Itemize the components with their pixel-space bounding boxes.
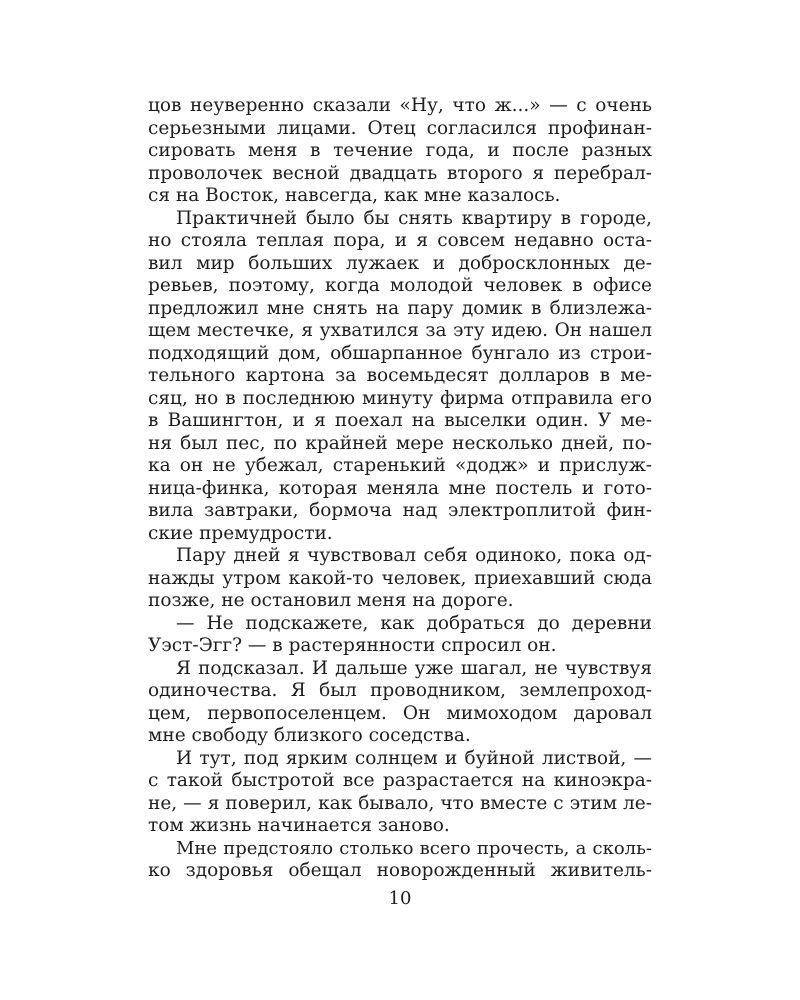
text-line: с такой быстротой все разрастается на киноэкра- — [148, 770, 652, 791]
text-line: проволочек весной двадцать второго я перебрал- — [148, 162, 652, 184]
text-line: ся на Восток, навсегда, как мне казалось. — [148, 185, 561, 206]
text-line: И тут, под ярким солнцем и буйной листвой, — — [176, 747, 652, 769]
text-line: вила завтраки, бормоча над электроплитой фин- — [148, 500, 652, 521]
text-line: не, — я поверил, как бывало, что вместе с этим ле- — [148, 792, 652, 814]
text-line: Я подсказал. И дальше уже шагал, не чувствуя — [176, 657, 652, 679]
text-line: предложил мне снять на пару домик в близлежа- — [148, 297, 652, 319]
text-line: Пару дней я чувствовал себя одиноко, пока од- — [176, 545, 652, 566]
text-line: вил мир больших лужаек и добросклонных де- — [148, 252, 652, 274]
text-line: тельного картона за восемьдесят долларов в ме- — [148, 365, 652, 386]
text-line: том жизнь начинается заново. — [148, 815, 450, 836]
text-line: ко здоровья обещал новорожденный живитель- — [148, 860, 652, 881]
text-line: Практичней было бы снять квартиру в городе, — [176, 207, 652, 229]
text-line: подходящий дом, обшарпанное бунгало из строи- — [148, 342, 652, 364]
text-line: но стояла теплая пора, и я совсем недавно оста- — [148, 230, 652, 251]
text-line: позже, не остановил меня на дороге. — [148, 590, 514, 611]
text-line: ские премудрости. — [148, 522, 333, 544]
text-line: — Не подскажете, как добраться до деревни — [176, 612, 652, 634]
page-number: 10 — [388, 888, 412, 909]
text-line: Мне предстояло столько всего прочесть, а сколь- — [176, 837, 652, 859]
text-line: ня был пес, по крайней мере несколько дней, по- — [148, 432, 652, 454]
text-line: ница-финка, которая меняла мне постель и гото- — [148, 477, 652, 499]
text-line: цем, первопоселенцем. Он мимоходом даровал — [148, 702, 652, 724]
text-line: ревьев, поэтому, когда молодой человек в офисе — [148, 275, 652, 296]
text-line: сировать меня в течение года, и после разных — [148, 140, 652, 161]
body-text — [148, 95, 652, 883]
text-line: Уэст-Эгг? — в растерянности спросил он. — [148, 635, 557, 656]
text-line: цов неуверенно сказали «Ну, что ж...» — с очень — [148, 95, 652, 116]
text-line: сяц, но в последнюю минуту фирма отправила его — [148, 387, 652, 409]
text-line: нажды утром какой-то человек, приехавший сюда — [148, 567, 652, 589]
text-line: одиночества. Я был проводником, землепроход- — [148, 680, 652, 701]
text-line: щем местечке, я ухватился за эту идею. Он нашел — [148, 320, 652, 341]
text-line: серьезными лицами. Отец согласился профинан- — [148, 117, 652, 139]
text-line: мне свободу близкого соседства. — [148, 725, 471, 746]
text-line: в Вашингтон, и я поехал на выселки один. У ме- — [148, 410, 652, 431]
text-line: ка он не убежал, старенький «додж» и прислуж- — [148, 455, 652, 476]
